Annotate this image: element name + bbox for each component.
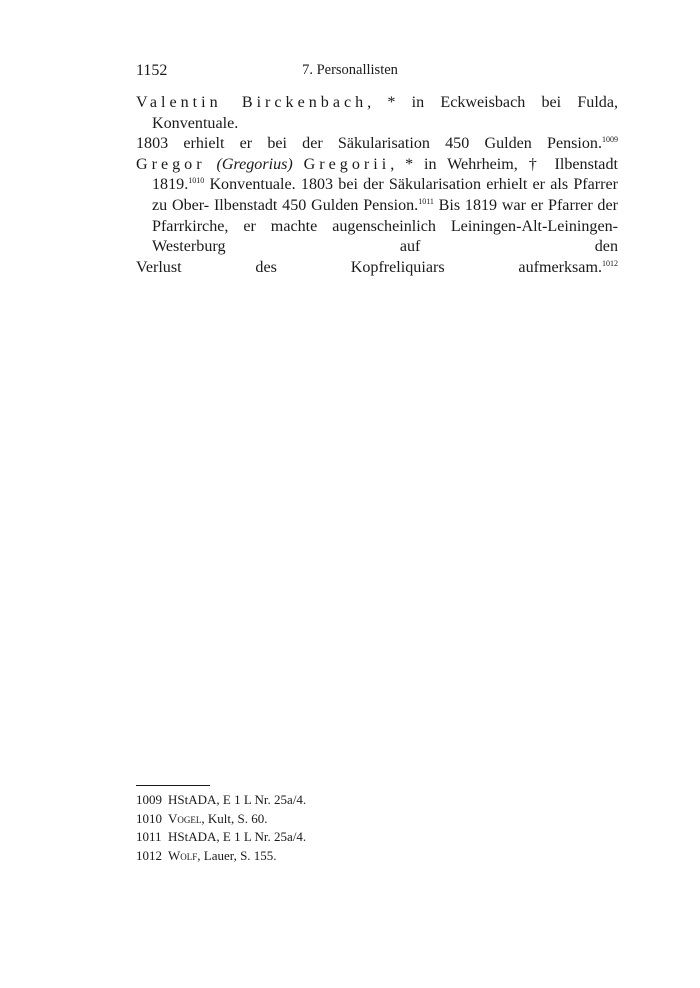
entry-birckenbach [136,93,618,155]
entry-line-3b: Bis 1819 war er Pfarrer der Pfarrkirche, [152,196,618,235]
entry-line-2: 1803 erhielt er bei der Säkularisation 450 Gulden Pension. [136,135,602,153]
footnote-1012 [136,847,306,866]
footnote-number: 1011 [136,829,162,844]
page-number: 1152 [136,62,168,79]
footnote-text: HStADA, E 1 L Nr. 25a/4. [168,829,307,844]
running-head: 7. Personallisten [302,62,398,78]
footnote-ref: 1012 [602,258,618,268]
footnotes [136,791,306,865]
entry-line-5: Verlust des Kopfreliquiars aufmerksam. [136,258,602,276]
entry-name: Valentin Birckenbach [136,94,368,111]
entry-name-last: Gregorii [303,155,391,173]
entry-line-1: , * in Eckweisbach bei Fulda, Konventuale. [152,94,619,132]
footnote-number: 1012 [136,847,162,863]
footnote-ref: 1011 [418,196,434,206]
entry-line-2: Konventuale. 1803 bei der Säkularisation erhielt er als Pfarrer zu Ober- [152,176,618,214]
entry-name-alt: (Gregorius) [216,155,293,173]
footnote-text: , Kult, S. 60. [201,810,268,826]
entry-gregorii [136,155,618,279]
footnote-text: HStADA, E 1 L Nr. 25a/4. [168,792,307,807]
footnote-ref: 1009 [602,135,618,145]
entry-name-first: Gregor [136,155,206,173]
entry-intro: , * in Wehrheim, † Ilbenstadt 1819. [152,155,618,194]
footnote-1009 [136,791,306,810]
entry-list [136,93,618,278]
entry-line-3a: Ilbenstadt 450 Gulden Pension. [213,196,419,214]
footnote-1011 [136,828,306,847]
entry-line-2-wrap [136,134,618,155]
entry-line-4: er machte augenscheinlich Leiningen-Alt-Leiningen-Westerburg auf den [152,217,618,256]
footnote-number: 1010 [136,810,162,826]
footnote-1010 [136,810,306,829]
footnote-number: 1009 [136,792,162,807]
footnote-text: , Lauer, S. 155. [197,847,277,863]
footnote-author: Vogel [168,810,202,826]
footnote-rule [136,785,210,786]
footnote-ref: 1010 [188,176,205,186]
entry-line-5-wrap [136,258,618,279]
footnote-author: Wolf [168,847,198,863]
